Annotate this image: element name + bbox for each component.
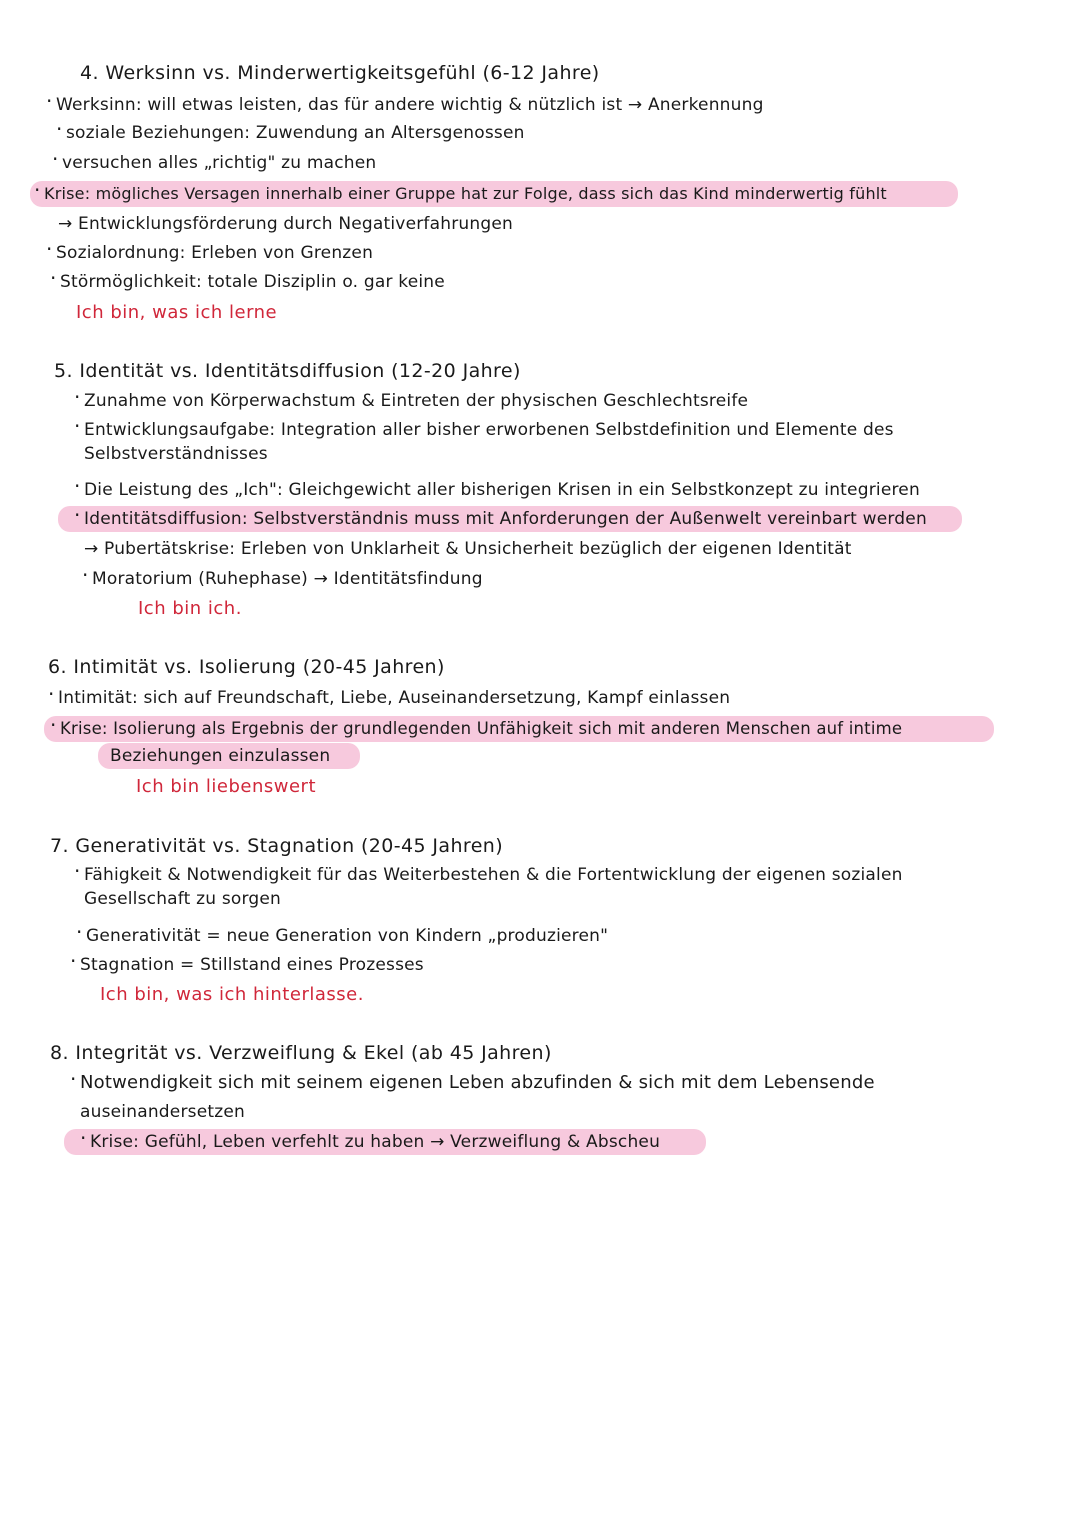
section-5-item: · Moratorium (Ruhephase) → Identitätsfindung (92, 568, 483, 590)
section-5-item: → Pubertätskrise: Erleben von Unklarheit & Unsicherheit bezüglich der eigenen Identität (84, 539, 852, 559)
section-5-motto: Ich bin ich. (138, 598, 242, 619)
section-8-krise: · Krise: Gefühl, Leben verfehlt zu haben → Verzweiflung & Abscheu (90, 1131, 660, 1153)
section-5-identitaetsdiffusion: · Identitätsdiffusion: Selbstverständnis muss mit Anforderungen der Außenwelt vereinbart werden (84, 508, 927, 530)
section-8-item-cont: auseinandersetzen (80, 1102, 245, 1122)
section-8-title: 8. Integrität vs. Verzweiflung & Ekel (ab 45 Jahren) (50, 1042, 552, 1064)
section-4-item: · soziale Beziehungen: Zuwendung an Altersgenossen (66, 122, 525, 144)
section-6-motto: Ich bin liebenswert (136, 776, 317, 797)
section-6-krise: · Krise: Isolierung als Ergebnis der grundlegenden Unfähigkeit sich mit anderen Menschen auf intime (60, 718, 902, 740)
section-7-item: · Generativität = neue Generation von Kindern „produzieren" (86, 925, 608, 947)
section-7-item: · Stagnation = Stillstand eines Prozesses (80, 954, 424, 976)
section-6-title: 6. Intimität vs. Isolierung (20-45 Jahren) (48, 656, 445, 678)
section-4-krise: · Krise: mögliches Versagen innerhalb einer Gruppe hat zur Folge, dass sich das Kind minderwertig fühlt (44, 183, 887, 205)
section-4-item: → Entwicklungsförderung durch Negativerfahrungen (58, 214, 513, 234)
section-4-item: · versuchen alles „richtig" zu machen (62, 152, 376, 174)
section-4-item: · Sozialordnung: Erleben von Grenzen (56, 242, 373, 264)
section-4-title: 4. Werksinn vs. Minderwertigkeitsgefühl (6-12 Jahre) (80, 62, 600, 84)
section-5-item: · Die Leistung des „Ich": Gleichgewicht aller bisherigen Krisen in ein Selbstkonzept zu integrieren (84, 479, 920, 501)
section-7-item: · Fähigkeit & Notwendigkeit für das Weiterbestehen & die Fortentwicklung der eigenen sozialen (84, 864, 903, 886)
section-7-title: 7. Generativität vs. Stagnation (20-45 Jahren) (50, 835, 504, 857)
section-6-item: · Intimität: sich auf Freundschaft, Liebe, Auseinandersetzung, Kampf einlassen (58, 687, 730, 709)
section-5-item: · Zunahme von Körperwachstum & Eintreten der physischen Geschlechtsreife (84, 390, 748, 412)
section-5-item: · Entwicklungsaufgabe: Integration aller bisher erworbenen Selbstdefinition und Elemente des (84, 419, 894, 441)
section-4-motto: Ich bin, was ich lerne (76, 302, 278, 323)
section-5-item-cont: Selbstverständnisses (84, 444, 268, 464)
section-7-motto: Ich bin, was ich hinterlasse. (100, 984, 364, 1005)
section-7-item-cont: Gesellschaft zu sorgen (84, 889, 282, 909)
section-5-title: 5. Identität vs. Identitätsdiffusion (12-20 Jahre) (54, 360, 521, 382)
section-6-krise-cont: Beziehungen einzulassen (110, 746, 331, 766)
section-4-item: · Störmöglichkeit: totale Disziplin o. gar keine (60, 271, 445, 293)
section-4-item: · Werksinn: will etwas leisten, das für andere wichtig & nützlich ist → Anerkennung (56, 94, 764, 116)
section-8-item: · Notwendigkeit sich mit seinem eigenen Leben abzufinden & sich mit dem Lebensende (80, 1072, 875, 1094)
